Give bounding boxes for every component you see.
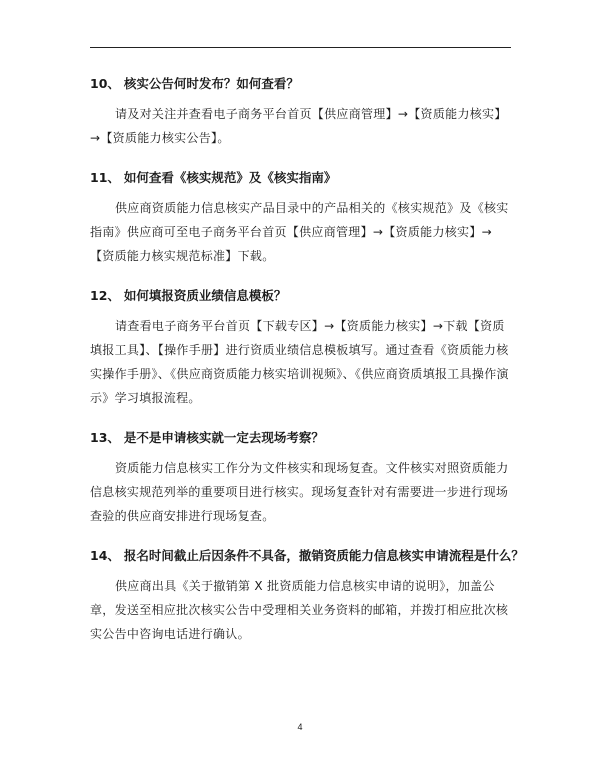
question-number: 14、 <box>90 548 120 563</box>
answer-paragraph: 资质能力信息核实工作分为文件核实和现场复查。文件核实对照资质能力信息核实规范列举的重要项目进行核实。现场复查针对有需要进一步进行现场查验的供应商安排进行现场复查。 <box>90 461 509 523</box>
question-number: 12、 <box>90 288 120 303</box>
question-number: 11、 <box>90 170 120 185</box>
faq-item-11 <box>90 169 511 268</box>
question-heading <box>90 547 524 565</box>
faq-item-13 <box>90 429 511 528</box>
faq-item-14 <box>90 547 524 646</box>
question-number: 13、 <box>90 430 120 445</box>
question-heading <box>90 429 511 447</box>
page-number: 4 <box>297 722 303 732</box>
faq-item-10 <box>90 75 511 150</box>
question-heading <box>90 287 511 305</box>
question-heading <box>90 75 511 93</box>
question-text: 如何查看《核实规范》及《核实指南》 <box>123 170 337 185</box>
faq-item-12 <box>90 287 511 410</box>
question-text: 是不是申请核实就一定去现场考察？ <box>123 430 324 445</box>
question-text: 核实公告何时发布？如何查看？ <box>123 76 299 91</box>
question-number: 10、 <box>90 76 120 91</box>
answer-paragraph: 供应商资质能力信息核实产品目录中的产品相关的《核实规范》及《核实指南》供应商可至电子商务平台首页【供应商管理】→【资质能力核实】→【资质能力核实规范标准】下载。 <box>90 201 509 263</box>
question-text: 报名时间截止后因条件不具备，撤销资质能力信息核实申请流程是什么？ <box>123 548 524 563</box>
header-rule <box>90 47 511 48</box>
question-text: 如何填报资质业绩信息模板？ <box>123 288 287 303</box>
answer-paragraph: 请及对关注并查看电子商务平台首页【供应商管理】→【资质能力核实】→【资质能力核实公告】。 <box>90 107 507 145</box>
answer-paragraph: 请查看电子商务平台首页【下载专区】→【资质能力核实】→下载【资质填报工具】、【操作手册】进行资质业绩信息模板填写。通过查看《资质能力核实操作手册》、《供应商资质能力核实培训视频》、《供应商资质填报工具操作演示》学习填报流程。 <box>90 319 509 405</box>
document-body <box>90 75 524 665</box>
question-heading <box>90 169 511 187</box>
answer-paragraph: 供应商出具《关于撤销第 X 批资质能力信息核实申请的说明》，加盖公章，发送至相应批次核实公告中受理相关业务资料的邮箱，并拨打相应批次核实公告中咨询电话进行确认。 <box>90 579 509 641</box>
